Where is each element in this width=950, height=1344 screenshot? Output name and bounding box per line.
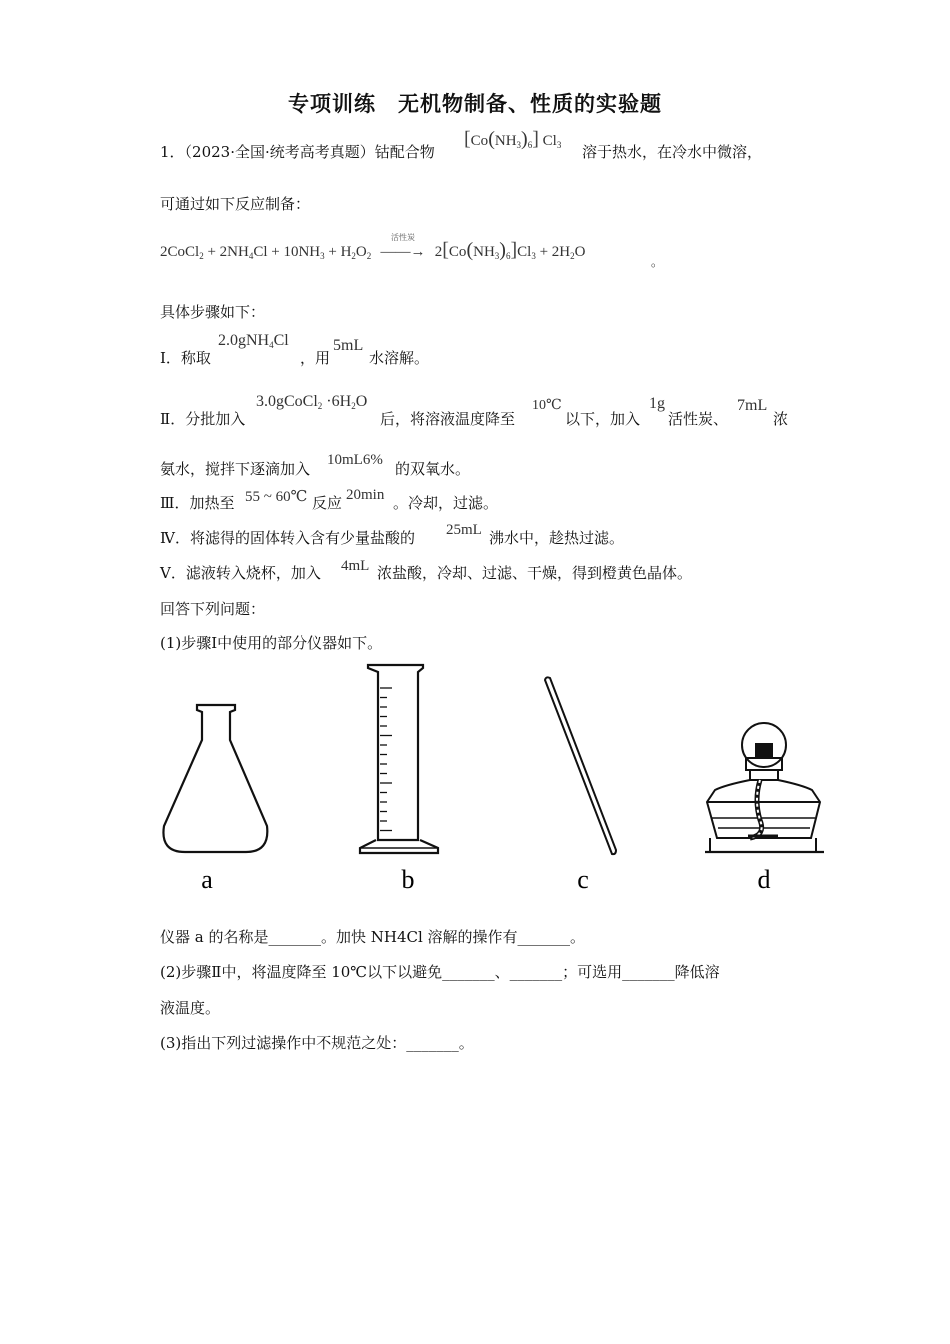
sub-question-1: (1)步骤Ⅰ中使用的部分仪器如下。 bbox=[160, 634, 383, 652]
sub-question-1-prompt: 仪器 a 的名称是_______。加快 NH4Cl 溶解的操作有_______。 bbox=[160, 928, 586, 946]
step-2-mass: 3.0gCoCl$_2$ $\cdot 6H_2O$ bbox=[256, 393, 368, 411]
label-c: c bbox=[577, 865, 589, 894]
label-a: a bbox=[201, 865, 213, 894]
step-2-carbon: 1g bbox=[649, 395, 665, 412]
step-1-volume: 5mL bbox=[333, 337, 364, 354]
reaction-equation: 2CoCl$_2$ + $2NH_4Cl + 10NH_3 + H_2O_2$ 活性炭 ――→ $2[Co(NH_3)_6]Cl_3 + 2H_2O$ bbox=[160, 233, 586, 261]
step-5-label: Ⅴ．滤液转入烧杯，加入 bbox=[160, 564, 321, 582]
step-2-volume: 7mL bbox=[737, 397, 768, 414]
sub-question-3: (3)指出下列过滤操作中不规范之处：_______。 bbox=[160, 1034, 474, 1052]
step-2-temp: 10℃ bbox=[532, 398, 562, 413]
question-1-intro bbox=[160, 141, 435, 162]
page-title: 专项训练 无机物制备、性质的实验题 bbox=[288, 91, 662, 116]
step-2-line-2a: 氨水，搅拌下逐滴加入 bbox=[160, 460, 311, 478]
step-2-text-4: 浓 bbox=[773, 410, 789, 428]
intro-tail: 溶于热水，在冷水中微溶， bbox=[582, 143, 763, 161]
step-1-label: Ⅰ．称取 bbox=[160, 349, 211, 367]
step-1-mid: ，用 bbox=[300, 349, 331, 367]
step-5-tail: 浓盐酸，冷却、过滤、干燥，得到橙黄色晶体。 bbox=[377, 564, 693, 582]
sub-question-2-line-1: (2)步骤Ⅱ中，将温度降至 10℃以下以避免_______、_______；可选用_______降低溶 bbox=[160, 963, 720, 981]
step-2-label: Ⅱ．分批加入 bbox=[160, 410, 246, 428]
glass-rod-icon bbox=[545, 677, 616, 854]
step-3-label: Ⅲ．加热至 bbox=[160, 494, 235, 512]
cylinder-graduations bbox=[380, 688, 392, 831]
step-4-label: Ⅳ．将滤得的固体转入含有少量盐酸的 bbox=[160, 529, 415, 547]
step-5-volume: 4mL bbox=[341, 558, 370, 574]
step-4-volume: 25mL bbox=[446, 522, 482, 538]
label-b: b bbox=[401, 865, 415, 894]
apparatus-figure bbox=[150, 660, 840, 900]
catalyst-arrow: 活性炭 ――→ bbox=[380, 233, 426, 260]
step-1-mass: 2.0gNH$_4$Cl bbox=[218, 332, 289, 350]
step-1-tail: 水溶解。 bbox=[369, 349, 430, 367]
step-3-tail: 。冷却，过滤。 bbox=[393, 494, 499, 512]
question-number: 1． bbox=[160, 143, 185, 161]
graduated-cylinder-icon bbox=[360, 665, 438, 853]
step-2-line-2b: 的双氧水。 bbox=[395, 460, 471, 478]
sub-question-2-line-2: 液温度。 bbox=[160, 999, 221, 1017]
step-2-text-2: 以下，加入 bbox=[565, 410, 641, 428]
step-3-temp: 55 ~ 60℃ bbox=[245, 489, 308, 505]
label-d: d bbox=[757, 865, 771, 894]
step-2-text-1: 后，将溶液温度降至 bbox=[380, 410, 516, 428]
complex-formula: $[Co(NH_3)_6]$ $Cl_3$ bbox=[464, 128, 562, 150]
steps-heading: 具体步骤如下： bbox=[160, 303, 266, 321]
alcohol-lamp-icon bbox=[705, 723, 824, 852]
step-2-text-3: 活性炭、 bbox=[668, 410, 729, 428]
question-source: （2023·全国·统考高考真题）钴配合物 bbox=[184, 143, 435, 161]
step-3-time: 20min bbox=[346, 487, 385, 503]
step-3-mid: 反应 bbox=[312, 494, 343, 512]
step-4-tail: 沸水中，趁热过滤。 bbox=[489, 529, 625, 547]
answer-heading: 回答下列问题： bbox=[160, 600, 266, 618]
step-2-h2o2: 10mL6% bbox=[327, 452, 383, 468]
equation-period: 。 bbox=[651, 255, 664, 269]
intro-line-2: 可通过如下反应制备： bbox=[160, 195, 311, 213]
conical-flask-icon bbox=[163, 705, 267, 852]
